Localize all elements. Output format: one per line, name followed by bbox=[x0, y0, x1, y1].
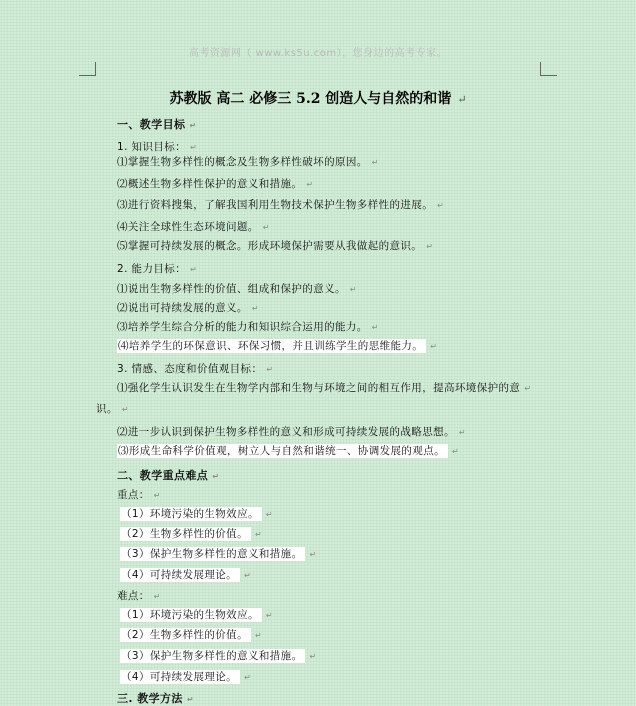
line-text: ⑶形成生命科学价值观，树立人与自然和谐统一、协调发展的观点。 bbox=[117, 444, 448, 458]
text-line bbox=[120, 506, 273, 521]
text-line bbox=[96, 401, 129, 416]
line-text: ⑵进一步认识到保护生物多样性的意义和形成可持续发展的战略思想。 bbox=[117, 426, 455, 438]
text-line bbox=[120, 526, 262, 541]
line-text: （4）可持续发展理论。 bbox=[120, 568, 240, 582]
line-text: ⑷关注全球性生态环境问题。 bbox=[117, 221, 259, 233]
text-line bbox=[117, 588, 161, 603]
section-heading bbox=[117, 467, 219, 483]
paragraph-mark: ↵ bbox=[190, 143, 198, 152]
line-text: ⑶进行资料搜集，了解我国利用生物技术保护生物多样性的进展。 bbox=[117, 199, 434, 211]
text-line bbox=[117, 361, 273, 376]
text-line bbox=[120, 546, 317, 561]
line-text: （3）保护生物多样性的意义和措施。 bbox=[120, 649, 305, 663]
paragraph-mark: ↵ bbox=[266, 365, 274, 374]
section-heading bbox=[117, 690, 194, 706]
line-text: ⑷培养学生的环保意识、环保习惯，并且训练学生的思维能力。 bbox=[117, 339, 426, 353]
text-line bbox=[117, 139, 197, 154]
text-line bbox=[120, 669, 251, 684]
text-line bbox=[117, 197, 444, 212]
paragraph-mark: ↵ bbox=[153, 491, 161, 500]
text-line bbox=[117, 424, 466, 439]
paragraph-mark: ↵ bbox=[371, 323, 379, 332]
text-line bbox=[117, 487, 161, 502]
line-text: 一、教学目标 bbox=[117, 118, 186, 131]
paragraph-mark: ↵ bbox=[265, 611, 273, 620]
line-text: 识。 bbox=[96, 403, 118, 415]
text-line bbox=[120, 567, 251, 582]
paragraph-mark: ↵ bbox=[452, 447, 460, 456]
line-text: 1. 知识目标： bbox=[117, 141, 187, 153]
paragraph-mark: ↵ bbox=[244, 571, 252, 580]
line-text: （3）保护生物多样性的意义和措施。 bbox=[120, 547, 305, 561]
line-text: 2. 能力目标： bbox=[117, 263, 187, 275]
paragraph-mark: ↵ bbox=[251, 304, 259, 313]
paragraph-mark: ↵ bbox=[186, 695, 194, 704]
paragraph-mark: ↵ bbox=[190, 265, 198, 274]
text-line bbox=[117, 281, 357, 296]
text-line bbox=[117, 176, 313, 191]
line-text: ⑴掌握生物多样性的概念及生物多样性破坏的原因。 bbox=[117, 156, 368, 168]
text-line bbox=[117, 219, 270, 234]
text-line bbox=[120, 607, 273, 622]
paragraph-mark: ↵ bbox=[309, 652, 317, 661]
paragraph-mark: ↵ bbox=[121, 405, 129, 414]
line-text: 重点： bbox=[117, 489, 150, 501]
line-text: ⑵说出可持续发展的意义。 bbox=[117, 302, 248, 314]
line-text: ⑸掌握可持续发展的概念。形成环境保护需要从我做起的意识。 bbox=[117, 240, 423, 252]
paragraph-mark: ↵ bbox=[153, 592, 161, 601]
paragraph-mark: ↵ bbox=[458, 428, 467, 437]
line-text: 三. 教学方法 bbox=[117, 692, 183, 705]
paragraph-mark: ↵ bbox=[254, 631, 263, 640]
line-text: 难点： bbox=[117, 590, 150, 602]
line-text: 3. 情感、态度和价值观目标： bbox=[117, 363, 263, 375]
text-line bbox=[117, 261, 197, 276]
paragraph-mark: ↵ bbox=[349, 285, 358, 294]
line-text: ⑴强化学生认识发生在生物学内部和生物与环境之间的相互作用，提高环境保护的意 bbox=[117, 382, 521, 394]
text-line bbox=[120, 648, 317, 663]
text-line bbox=[120, 627, 262, 642]
paragraph-mark: ↵ bbox=[244, 673, 252, 682]
document-title bbox=[0, 88, 636, 108]
text-line bbox=[117, 380, 531, 395]
paragraph-mark: ↵ bbox=[524, 384, 532, 393]
line-text: （2）生物多样性的价值。 bbox=[120, 527, 251, 541]
title-text: 苏教版 高二 必修三 5.2 创造人与自然的和谐 bbox=[169, 91, 452, 107]
paragraph-mark: ↵ bbox=[189, 121, 197, 130]
text-line bbox=[117, 154, 379, 169]
text-line bbox=[117, 338, 437, 353]
line-text: ⑴说出生物多样性的价值、组成和保护的意义。 bbox=[117, 283, 346, 295]
paragraph-mark: ↵ bbox=[371, 158, 379, 167]
paragraph-mark: ↵ bbox=[212, 472, 220, 481]
line-text: （1）环境污染的生物效应。 bbox=[120, 507, 262, 521]
line-text: （2）生物多样性的价值。 bbox=[120, 628, 251, 642]
paragraph-mark: ↵ bbox=[262, 223, 270, 232]
paragraph-mark: ↵ bbox=[265, 510, 273, 519]
paragraph-mark: ↵ bbox=[437, 201, 445, 210]
margin-corner-right bbox=[540, 62, 557, 76]
section-heading bbox=[117, 116, 197, 132]
line-text: ⑵概述生物多样性保护的意义和措施。 bbox=[117, 178, 303, 190]
paragraph-mark: ↵ bbox=[306, 180, 314, 189]
paragraph-mark: ↵ bbox=[254, 530, 263, 539]
paragraph-mark: ↵ bbox=[426, 242, 434, 251]
title-paragraph-mark: ↵ bbox=[457, 93, 467, 106]
line-text: ⑶培养学生综合分析的能力和知识综合运用的能力。 bbox=[117, 321, 368, 333]
line-text: （1）环境污染的生物效应。 bbox=[120, 608, 262, 622]
text-line bbox=[117, 300, 259, 315]
text-line bbox=[117, 238, 433, 253]
line-text: （4）可持续发展理论。 bbox=[120, 670, 240, 684]
text-line bbox=[117, 443, 459, 458]
text-line bbox=[117, 319, 379, 334]
margin-corner-left bbox=[79, 62, 96, 76]
header-watermark: 高考资源网（ www.ks5u.com），您身边的高考专家。 bbox=[188, 48, 448, 59]
paragraph-mark: ↵ bbox=[430, 342, 438, 351]
line-text: 二、教学重点难点 bbox=[117, 469, 209, 482]
paragraph-mark: ↵ bbox=[309, 550, 317, 559]
